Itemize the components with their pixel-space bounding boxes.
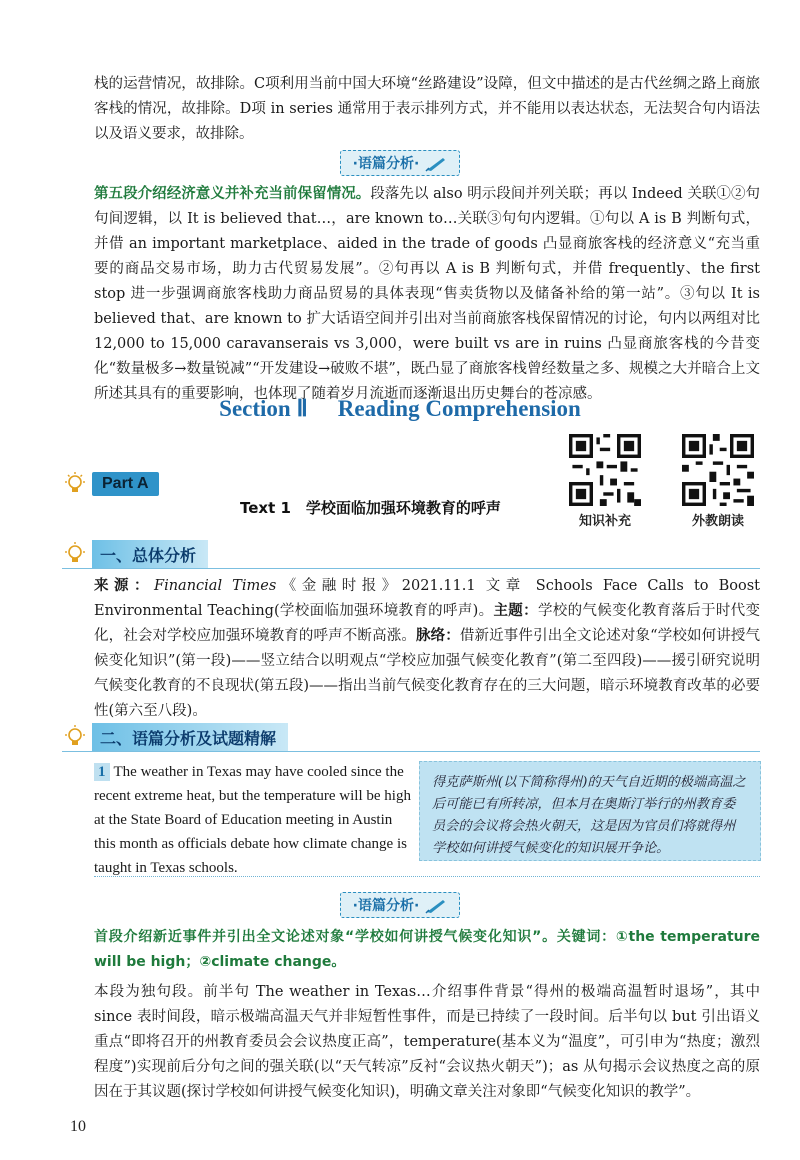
context-text: 借新近事件引出全文论述对象“学校如何讲授气候变化知识”(第一段)——竖立结合以明观点“学校应加强气候变化教育”(第二至四段)——援引研究说明气候变化教育的不良现状(第五段)——指出当前气候变化教育存在的三大问题，暗示环境教育改革的必要性(第六至八段)。 [94, 628, 761, 719]
analysis-2-paragraph [94, 925, 760, 975]
qr-code-knowledge[interactable] [569, 434, 641, 506]
qr-label-knowledge: 知识补充 [578, 514, 631, 529]
lightbulb-icon [62, 724, 88, 750]
badge-label: ·语篇分析· [352, 898, 420, 914]
badge-label: ·语篇分析· [352, 156, 420, 172]
section-label: Section Ⅱ [219, 396, 308, 421]
paragraph-1-text: The weather in Texas may have cooled since the recent extreme heat, but the temperature will be high at the State Board of Education meeting in Austin this month as officials debate how climate change is taught in Texas schools. [94, 764, 411, 876]
paragraph-1-english [94, 760, 412, 880]
source-label: 来源： [94, 578, 155, 594]
body-paragraph: 本段为独句段。前半句 The weather in Texas…介绍事件背景“得州的极端高温暂时退场”，其中 since 表时间段，暗示极端高温天气并非短暂性事件，而是已持续了一段时间。后半句以 but 引出语义重点“即将召开的州教育委员会会议热度正高”，temperature(基本义为“温度”，可引申为“热度；激烈程度”)实现前后分句之间的强关联(以“天气转凉”反衬“会议热火朝天”)；as 从句揭示会议热度之高的原因在于其议题(探讨学校如何讲授气候变化知识)，明确文章关注对象即“气候变化知识的教学”。 [94, 984, 760, 1100]
source-name: Financial Times [154, 578, 277, 594]
heading-analysis-label: 二、语篇分析及试题精解 [92, 723, 288, 752]
heading-overview-label: 一、总体分析 [92, 540, 208, 569]
analysis-paragraph [94, 182, 760, 407]
discourse-analysis-badge [340, 150, 461, 176]
context-label: 脉络： [415, 628, 460, 644]
badge-row-1 [0, 150, 800, 176]
paragraph-number: 1 [94, 763, 110, 781]
qr-code-reading[interactable] [682, 434, 754, 506]
analysis-2-lead: 首段介绍新近事件并引出全文论述对象“学校如何讲授气候变化知识”。关键词：①the temperature will be high；②climate change。 [94, 929, 760, 970]
theme-text: 学校的气候变化教育落后于时代变化，社会对学校应加强环境教育的呼声不断高涨。 [94, 603, 761, 644]
part-a-marker [62, 470, 159, 498]
heading-analysis [62, 723, 288, 751]
page-number: 10 [70, 1118, 86, 1135]
section-name: Reading Comprehension [337, 396, 581, 421]
discourse-analysis-badge [340, 892, 461, 918]
text-title: Text 1 学校面临加强环境教育的呼声 [240, 499, 501, 517]
badge-row-2 [0, 892, 800, 918]
qr-label-reading: 外教朗读 [691, 514, 744, 529]
divider [62, 751, 760, 752]
quill-icon [425, 156, 447, 172]
top-paragraph: 栈的运营情况，故排除。C项利用当前中国大环境“丝路建设”设障，但文中描述的是古代丝绸之路上商旅客栈的情况，故排除。D项 in series 通常用于表示排列方式，并不能用以表达状态，无法契合句内语法以及语义要求，故排除。 [94, 76, 760, 142]
paragraph-1-translation: 得克萨斯州(以下简称得州)的天气自近期的极端高温之后可能已有所转凉，但本月在奥斯汀举行的州教育委员会的会议将会热火朝天，这是因为官员们将就得州学校如何讲授气候变化的知识展开争论。 [419, 761, 761, 861]
source-rest: 《金融时报》2021.11.1 文章 Schools Face Calls to Boost Environmental Teaching(学校面临加强环境教育的呼声)。 [94, 578, 761, 619]
heading-overview [62, 540, 208, 568]
lightbulb-icon [62, 541, 88, 567]
part-a-label: Part A [92, 472, 159, 496]
analysis-lead: 第五段介绍经济意义并补充当前保留情况。 [94, 186, 371, 202]
section-title [0, 396, 800, 422]
overview-paragraph [94, 574, 760, 724]
quill-icon [425, 898, 447, 914]
theme-label: 主题： [493, 603, 538, 619]
lightbulb-icon [62, 471, 88, 497]
analysis-body: 段落先以 also 明示段间并列关联；再以 Indeed 关联①②句句间逻辑，以 It is believed that…，are known to…关联③句句内逻辑。①句以 A is B 判断句式，并借 an important marketplace、aided in the trade of goods 凸显商旅客栈的经济意义“充当重要的商品交易市场，助力古代贸易发展”。②句再以 A is B 判断句式，并借 frequently、the first stop 进一步强调商旅客栈助力商品贸易的具体表现“售卖货物以及储备补给的第一站”。③句以 It is believed that、are known to 扩大话语空间并引出对当前商旅客栈保留情况的讨论，句内以两组对比 12,000 to 15,000 caravanserais vs 3,000，were built vs are in ruins 凸显商旅客栈的今昔变化“数量极多→数量锐减”“开发建设→破败不堪”，既凸显了商旅客栈曾经数量之多、规模之大并暗合上文所述其具有的重要影响，也体现了随着岁月流逝而逐渐退出历史舞台的苍凉感。 [94, 186, 761, 402]
divider [94, 876, 760, 877]
divider [62, 568, 760, 569]
